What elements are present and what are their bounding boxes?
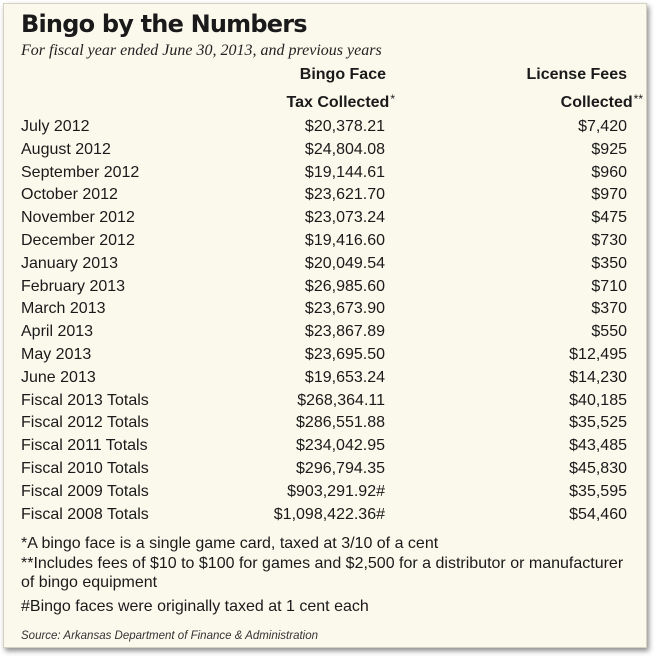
row-tax-value: $234,042.95 — [296, 437, 385, 455]
row-tax-value: $286,551.88 — [296, 414, 385, 432]
column-header-tax-line1: Bingo Face — [299, 66, 386, 83]
column-header-tax-text: Tax Collected — [286, 94, 390, 111]
subtitle: For fiscal year ended June 30, 2013, and previous years — [21, 42, 382, 59]
row-label: Fiscal 2013 Totals — [21, 391, 149, 409]
table-row — [21, 390, 627, 413]
table-row — [21, 321, 627, 344]
row-fee-value: $35,595 — [569, 482, 627, 500]
row-label: May 2013 — [21, 345, 92, 363]
row-label: Fiscal 2011 Totals — [21, 437, 148, 455]
row-label: September 2012 — [21, 163, 140, 181]
footnote-2: **Includes fees of $10 to $100 for games and $2,500 for a distributor or manufacturer of bingo equipment — [21, 554, 624, 591]
table-row — [21, 230, 627, 253]
footnotes — [21, 534, 631, 616]
row-label: Fiscal 2008 Totals — [21, 505, 149, 523]
table-row — [21, 367, 627, 390]
row-tax-value: $19,653.24 — [304, 368, 385, 386]
column-header-fees-line2 — [561, 92, 643, 112]
table-row — [21, 435, 627, 458]
row-fee-value: $43,485 — [569, 437, 627, 455]
column-header-fees-text: Collected — [560, 94, 633, 111]
table-row — [21, 412, 627, 435]
row-fee-value: $960 — [591, 163, 627, 181]
row-tax-value: $20,049.54 — [304, 254, 385, 272]
row-fee-value: $925 — [591, 140, 627, 158]
row-label: April 2013 — [21, 323, 94, 341]
row-tax-value: $23,621.70 — [304, 186, 385, 204]
table-row — [21, 298, 627, 321]
row-fee-value: $370 — [591, 300, 627, 318]
table-row — [21, 116, 627, 139]
table-row — [21, 481, 627, 504]
table-row — [21, 504, 627, 527]
table-row — [21, 139, 627, 162]
row-label: Fiscal 2012 Totals — [21, 414, 149, 432]
row-tax-value: $23,673.90 — [304, 300, 385, 318]
table-row — [21, 162, 627, 185]
footnote-1: *A bingo face is a single game card, taxed at 3/10 of a cent — [21, 535, 439, 552]
footnote-marker-tax: * — [390, 92, 395, 106]
source-credit: Source: Arkansas Department of Finance & Administration — [21, 630, 319, 642]
row-tax-value: $19,416.60 — [304, 231, 385, 249]
row-fee-value: $970 — [591, 186, 627, 204]
row-label: June 2013 — [21, 368, 96, 386]
row-tax-value: $20,378.21 — [304, 118, 385, 135]
table-row — [21, 344, 627, 367]
row-fee-value: $730 — [591, 231, 627, 249]
row-label: January 2013 — [21, 254, 118, 272]
row-fee-value: $40,185 — [569, 391, 627, 409]
row-label: July 2012 — [21, 118, 90, 135]
row-fee-value: $35,525 — [569, 414, 627, 432]
row-tax-value: $23,073.24 — [304, 209, 385, 227]
row-fee-value: $350 — [591, 254, 627, 272]
row-fee-value: $550 — [591, 323, 627, 341]
page-title: Bingo by the Numbers — [21, 10, 307, 38]
row-label: December 2012 — [21, 231, 135, 249]
row-tax-value: $903,291.92# — [287, 482, 385, 500]
row-label: Fiscal 2010 Totals — [21, 459, 149, 477]
table-row — [21, 276, 627, 299]
data-table-body — [21, 116, 627, 526]
column-header-fees-line1: License Fees — [526, 66, 627, 83]
footnote-marker-fees: ** — [633, 92, 643, 106]
row-tax-value: $1,098,422.36# — [273, 505, 385, 523]
row-fee-value: $14,230 — [569, 368, 627, 386]
row-fee-value: $12,495 — [569, 345, 627, 363]
table-row — [21, 458, 627, 481]
table-row — [21, 253, 627, 276]
row-fee-value: $54,460 — [569, 505, 627, 523]
row-fee-value: $7,420 — [578, 118, 627, 135]
row-tax-value: $24,804.08 — [304, 140, 385, 158]
footnote-3: #Bingo faces were originally taxed at 1 cent each — [21, 597, 369, 615]
row-fee-value: $710 — [591, 277, 627, 295]
row-fee-value: $45,830 — [569, 459, 627, 477]
row-label: March 2013 — [21, 300, 106, 318]
row-fee-value: $475 — [591, 209, 627, 227]
row-label: August 2012 — [21, 140, 111, 158]
bingo-table-card — [3, 3, 647, 648]
row-label: October 2012 — [21, 186, 118, 204]
table-row — [21, 184, 627, 207]
row-tax-value: $26,985.60 — [304, 277, 385, 295]
row-tax-value: $23,867.89 — [304, 323, 385, 341]
row-tax-value: $268,364.11 — [297, 391, 385, 409]
row-tax-value: $23,695.50 — [304, 345, 385, 363]
row-tax-value: $19,144.61 — [304, 163, 385, 181]
table-row — [21, 207, 627, 230]
row-label: Fiscal 2009 Totals — [21, 482, 149, 500]
row-tax-value: $296,794.35 — [296, 459, 385, 477]
row-label: February 2013 — [21, 277, 126, 295]
row-label: November 2012 — [21, 209, 135, 227]
column-header-tax-line2 — [286, 92, 395, 112]
